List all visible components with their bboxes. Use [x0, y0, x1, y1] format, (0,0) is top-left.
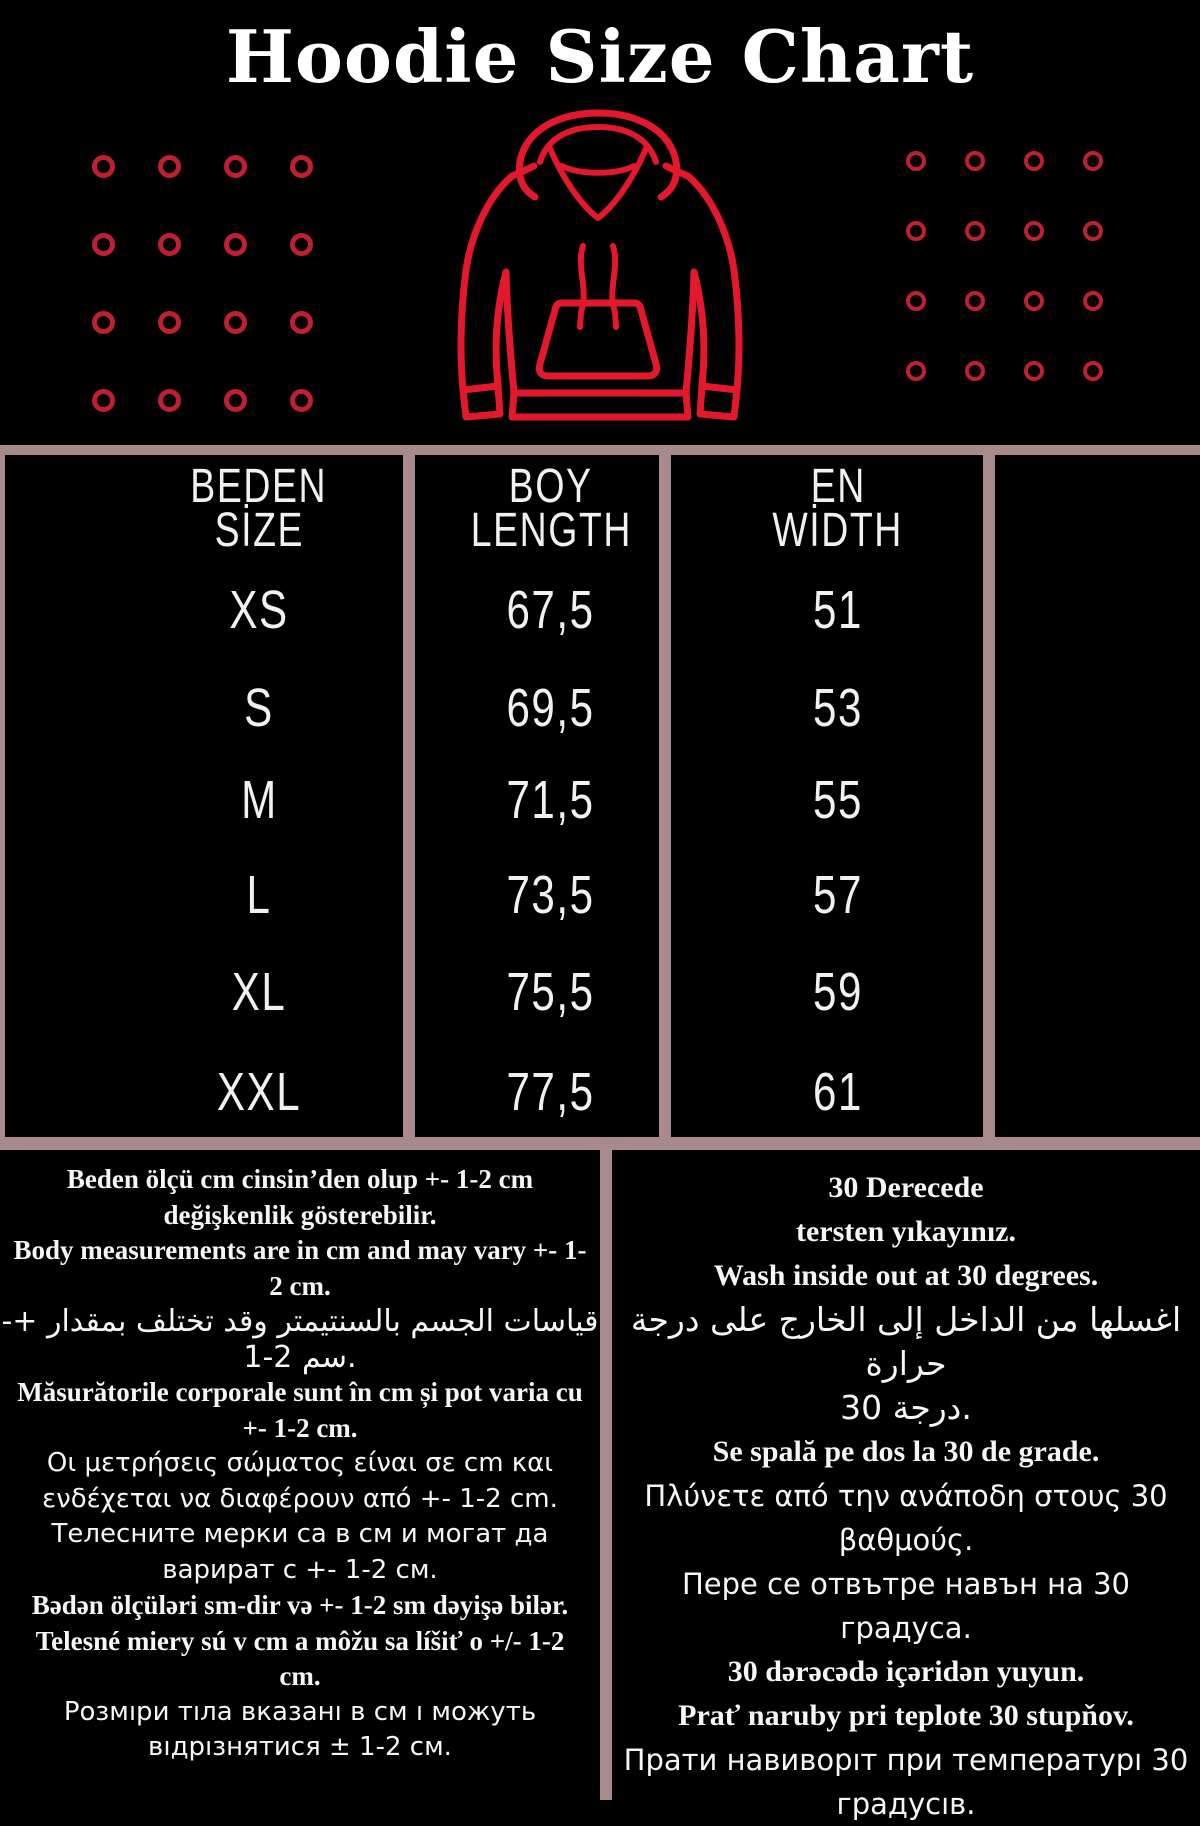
dot-ring-icon [290, 311, 313, 334]
dot-ring-icon [1024, 151, 1044, 171]
empty-column [995, 455, 1200, 1137]
notes-measurements [0, 1162, 600, 1766]
dot-ring-icon [92, 155, 115, 178]
dot-ring-icon [224, 389, 247, 412]
column-header-length-line1: BOY [509, 460, 593, 513]
dot-ring-icon [224, 233, 247, 256]
dot-grid-right [906, 151, 1103, 381]
note-line: Beden ölçü cm cinsin’den olup +- 1-2 cm [66, 1164, 534, 1194]
note-line: Wash inside out at 30 degrees. [713, 1259, 1099, 1292]
dot-ring-icon [1083, 361, 1103, 381]
dot-ring-icon [906, 361, 926, 381]
note-line: 30 Derecede [828, 1171, 984, 1204]
size-cell: S [244, 678, 274, 738]
dot-grid-left [92, 155, 313, 412]
column-header-size-line1: BEDEN [190, 460, 328, 513]
page-title: Hoodie Size Chart [225, 14, 975, 99]
dot-ring-icon [965, 361, 985, 381]
dot-ring-icon [158, 155, 181, 178]
note-line: 30 درجة. [840, 1388, 972, 1427]
dot-ring-icon [92, 311, 115, 334]
notes-divider [600, 1150, 612, 1800]
note-line: Розмıри тıла вказанı в см ı можуть [63, 1696, 537, 1727]
size-cell: XXL [216, 1062, 302, 1122]
dot-ring-icon [92, 233, 115, 256]
column-header-size-line2: SİZE [214, 504, 304, 557]
dot-ring-icon [965, 291, 985, 311]
length-cell: 75,5 [506, 962, 596, 1022]
dot-ring-icon [290, 155, 313, 178]
note-line: Bədən ölçüləri sm-dir və +- 1-2 sm dəyişə bilər. [31, 1590, 569, 1620]
note-line: Οι μετρήσεις σώματος είναι σε cm και [46, 1448, 554, 1478]
dot-ring-icon [1083, 221, 1103, 241]
column-header-width-line2: WİDTH [772, 504, 904, 557]
length-cell: 73,5 [506, 865, 596, 925]
note-line: Прати навиворıт при температурı 30 [623, 1743, 1189, 1777]
note-line: βαθμούς. [838, 1523, 974, 1557]
note-line: 1-2 سم. [243, 1339, 357, 1375]
note-line: Body measurements are in cm and may vary +- 1- [13, 1235, 587, 1265]
dot-ring-icon [290, 389, 313, 412]
length-cell: 69,5 [506, 678, 596, 738]
column-header-length-line2: LENGTH [470, 504, 632, 557]
dot-ring-icon [1024, 221, 1044, 241]
note-line: градусıв. [836, 1787, 976, 1821]
length-cell: 67,5 [506, 580, 596, 640]
note-line: варират с +- 1-2 см. [162, 1554, 438, 1585]
size-cell: XS [229, 580, 289, 640]
dot-ring-icon [290, 233, 313, 256]
dot-ring-icon [906, 291, 926, 311]
width-cell: 51 [813, 580, 863, 640]
dot-ring-icon [965, 151, 985, 171]
note-line: قياسات الجسم بالسنتيمتر وقد تختلف بمقدار +- [1, 1304, 599, 1339]
note-line: Πλύνετε από την ανάποδη στους 30 [644, 1479, 1168, 1513]
note-line: tersten yıkayınız. [796, 1215, 1016, 1248]
size-cell: L [246, 865, 272, 925]
note-line: Prať naruby pri teplote 30 stupňov. [678, 1699, 1134, 1732]
notes-washing [612, 1166, 1200, 1826]
size-cell: M [240, 770, 278, 830]
hoodie-outline-icon [450, 100, 750, 420]
note-line: ενδέχεται να διαφέρουν από +- 1-2 cm. [42, 1483, 558, 1514]
dot-ring-icon [158, 389, 181, 412]
note-line: Пере се отвътре навън на 30 градуса. [681, 1567, 1131, 1645]
dot-ring-icon [1083, 291, 1103, 311]
size-column [5, 455, 415, 1137]
note-line: اغسلها من الداخل إلى الخارج على درجة حرارة [630, 1300, 1182, 1383]
note-line: 2 cm. [269, 1270, 331, 1301]
dot-ring-icon [1024, 361, 1044, 381]
note-line: Se spală pe dos la 30 de grade. [712, 1435, 1100, 1468]
note-line: değişkenlik gösterebilir. [163, 1199, 437, 1230]
dot-ring-icon [158, 311, 181, 334]
width-cell: 61 [813, 1062, 863, 1122]
size-cell: XL [231, 962, 287, 1022]
note-line: Telesné miery sú v cm a môžu sa líšiť o +/- 1-2 [35, 1625, 565, 1656]
size-table [0, 445, 1200, 1150]
note-line: +- 1-2 cm. [242, 1412, 358, 1443]
width-cell: 57 [813, 865, 863, 925]
dot-ring-icon [965, 221, 985, 241]
dot-ring-icon [1083, 151, 1103, 171]
note-line: 30 dərəcədə içəridən yuyun. [727, 1655, 1085, 1688]
dot-ring-icon [906, 221, 926, 241]
width-cell: 55 [813, 770, 863, 830]
length-cell: 71,5 [506, 770, 596, 830]
length-column [415, 455, 671, 1137]
dot-ring-icon [224, 155, 247, 178]
dot-ring-icon [92, 389, 115, 412]
note-line: вıдрıзнятися ± 1-2 см. [148, 1732, 452, 1762]
note-line: Măsurătorile corporale sunt în cm și pot varia cu [17, 1377, 583, 1407]
width-column [671, 455, 995, 1137]
dot-ring-icon [224, 311, 247, 334]
width-cell: 53 [813, 678, 863, 738]
dot-ring-icon [906, 151, 926, 171]
dot-ring-icon [1024, 291, 1044, 311]
dot-ring-icon [158, 233, 181, 256]
note-line: cm. [279, 1661, 321, 1691]
length-cell: 77,5 [506, 1062, 596, 1122]
column-header-width-line1: EN [810, 460, 866, 513]
width-cell: 59 [813, 962, 863, 1022]
note-line: Телесните мерки са в см и могат да [51, 1519, 549, 1549]
